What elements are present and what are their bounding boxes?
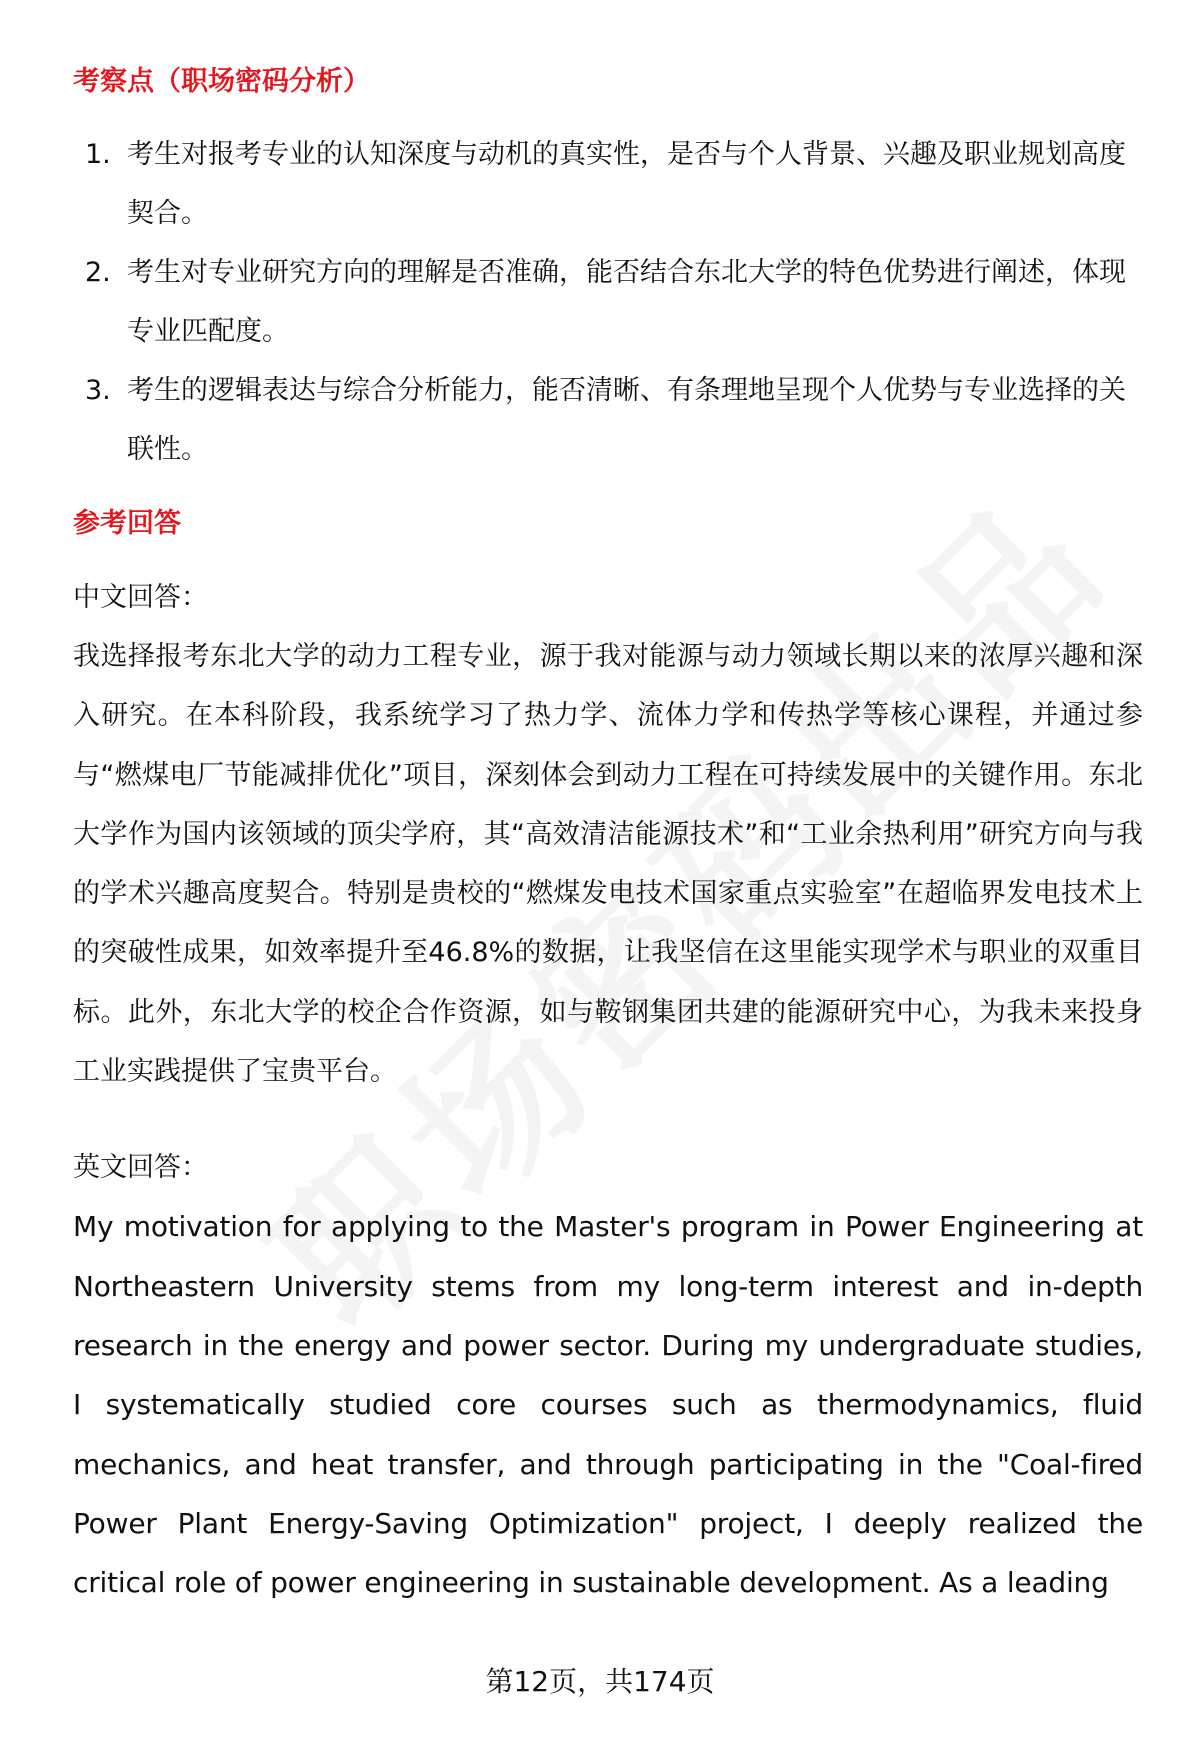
list-text: 考生的逻辑表达与综合分析能力，能否清晰、有条理地呈现个人优势与专业选择的关联性。 bbox=[127, 375, 1126, 465]
english-answer-text: My motivation for applying to the Master's program in Power Engineering at Northeastern University stems from my long-term interest and in-depth research in the energy and power sector. During my undergraduate studies, I systematically studied core courses such as thermodynamics, fluid mechanics, and heat transfer, and through participating in the "Coal-fired Power Plant Energy-Saving Optimization" project, I deeply realized the critical role of power engineering in sustainable development. As a leading bbox=[73, 1210, 1143, 1600]
chinese-answer-text: 我选择报考东北大学的动力工程专业，源于我对能源与动力领域长期以来的浓厚兴趣和深入研究。在本科阶段，我系统学习了热力学、流体力学和传热学等核心课程，并通过参与“燃煤电厂节能减排优化”项目，深刻体会到动力工程在可持续发展中的关键作用。东北大学作为国内该领域的顶尖学府，其“高效清洁能源技术”和“工业余热利用”研究方向与我的学术兴趣高度契合。特别是贵校的“燃煤发电技术国家重点实验室”在超临界发电技术上的突破性成果，如效率提升至46.8%的数据，让我坚信在这里能实现学术与职业的双重目标。此外，东北大学的校企合作资源，如与鞍钢集团共建的能源研究中心，为我未来投身工业实践提供了宝贵平台。 bbox=[73, 641, 1143, 1088]
list-text: 考生对报考专业的认知深度与动机的真实性，是否与个人背景、兴趣及职业规划高度契合。 bbox=[127, 139, 1126, 229]
list-text: 考生对专业研究方向的理解是否准确，能否结合东北大学的特色优势进行阐述，体现专业匹配度。 bbox=[127, 257, 1126, 347]
document-page bbox=[73, 52, 1143, 1612]
list-item bbox=[73, 125, 1143, 243]
list-item bbox=[73, 361, 1143, 479]
section-heading-assessment: 考察点（职场密码分析） bbox=[73, 66, 370, 97]
list-number: 3. bbox=[85, 375, 111, 406]
page-number: 第12页，共174页 bbox=[485, 1665, 715, 1698]
list-number: 1. bbox=[85, 139, 111, 170]
section-heading-reference-answer: 参考回答 bbox=[73, 508, 181, 539]
english-answer-label: 英文回答： bbox=[73, 1152, 208, 1184]
chinese-answer-label: 中文回答： bbox=[73, 582, 208, 613]
list-number: 2. bbox=[85, 257, 111, 288]
assessment-list bbox=[73, 125, 1143, 479]
list-item bbox=[73, 243, 1143, 361]
